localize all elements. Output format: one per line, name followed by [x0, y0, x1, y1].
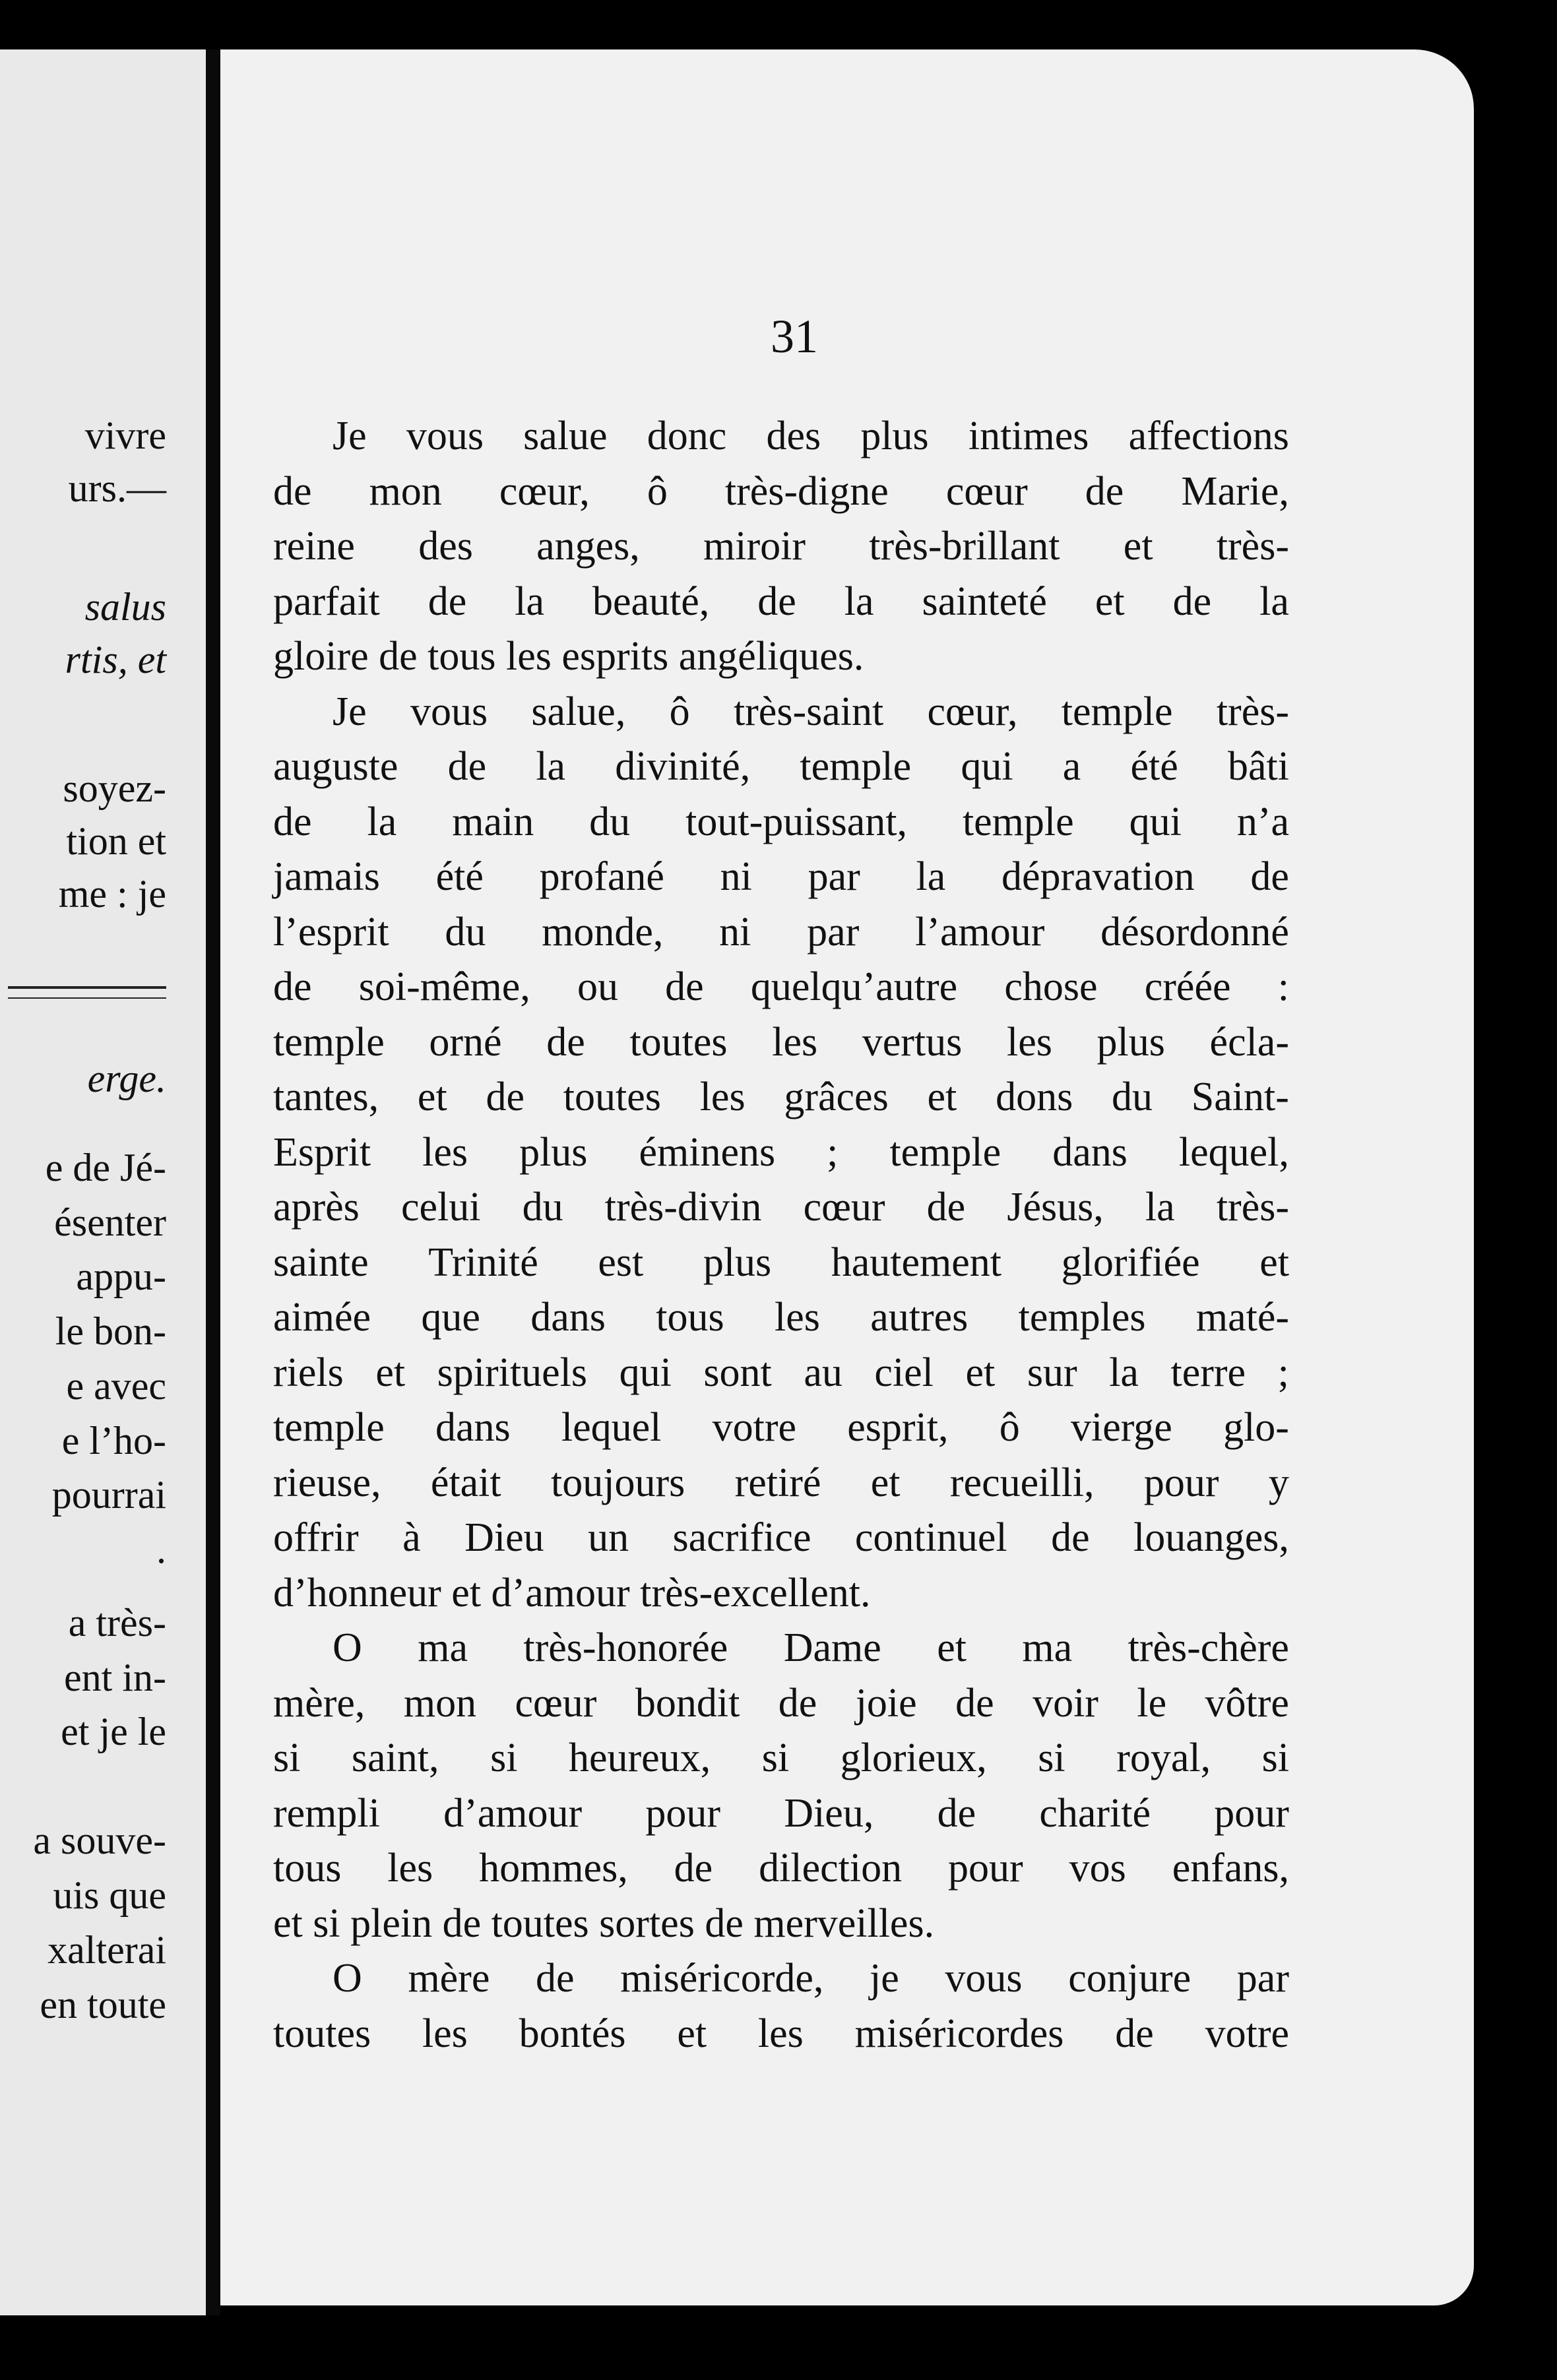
word: la [367, 799, 397, 844]
word: pour [1214, 1790, 1289, 1836]
word: O [333, 1956, 362, 2001]
word: divinité, [615, 744, 751, 789]
word: et [965, 1350, 996, 1395]
text-line [273, 1676, 1289, 1732]
word: chose [1004, 964, 1098, 1009]
text-line [273, 1400, 1289, 1456]
word: : [1277, 964, 1289, 1009]
word: temple [273, 1405, 385, 1450]
word: était [430, 1460, 501, 1505]
word: ou [577, 964, 618, 1009]
word: la [536, 744, 566, 789]
word: et [1259, 1239, 1289, 1285]
word: très-brillant [869, 524, 1060, 569]
word: la [1259, 579, 1289, 624]
word: la [1109, 1350, 1139, 1395]
text-line [273, 575, 1289, 630]
text-line [273, 960, 1289, 1015]
word: intimes [968, 414, 1089, 458]
fragment-line: vivre [84, 414, 166, 457]
word: temple [800, 744, 912, 789]
fragment-line: e avec [66, 1364, 166, 1408]
word: votre [712, 1405, 797, 1450]
word: les [1006, 1019, 1052, 1065]
word: anges, [536, 524, 640, 569]
word: soi-même, [358, 964, 530, 1009]
fragment-line: pourrai [51, 1473, 166, 1517]
word: Jésus, [1007, 1185, 1104, 1230]
text-line [273, 464, 1289, 520]
word: Dieu, [784, 1790, 874, 1836]
fragment-line: le bon- [55, 1309, 166, 1353]
word: sainteté [922, 579, 1047, 624]
word: monde, [542, 909, 664, 955]
text-line [273, 519, 1289, 575]
word: miséricordes [854, 2011, 1064, 2056]
word: et [937, 1625, 967, 1670]
word: temple [273, 1019, 385, 1065]
text-line [273, 2007, 1289, 2062]
fragment-line: salus [84, 585, 166, 629]
page-number: 31 [771, 310, 818, 363]
word: très-divin [604, 1185, 762, 1230]
fragment-line: a souve- [33, 1819, 166, 1862]
text-line [273, 1290, 1289, 1346]
word: si [1261, 1736, 1289, 1780]
word: et [1095, 579, 1125, 624]
word: si [490, 1736, 518, 1780]
fragment-line: tion et [66, 819, 166, 863]
text-line [273, 1731, 1289, 1786]
fragment-line: et je le [61, 1710, 166, 1753]
word: de [1051, 1515, 1090, 1560]
word: vous [406, 414, 484, 458]
word: si [761, 1736, 790, 1780]
word: dilection [759, 1846, 903, 1891]
word: pour [645, 1790, 721, 1836]
word: miroir [703, 524, 806, 569]
word: salue, [531, 689, 626, 734]
word: glorifiée [1061, 1239, 1200, 1285]
word: qui [961, 744, 1013, 789]
word: temple [1061, 689, 1173, 734]
word: main [452, 799, 534, 844]
word: les [387, 1846, 433, 1891]
word: les [775, 1295, 820, 1340]
word: très-saint [733, 689, 884, 734]
word: miséricorde, [620, 1956, 824, 2001]
fragment-line: me : je [58, 872, 166, 916]
word: sainte [273, 1239, 369, 1285]
fragment-line: ésenter [54, 1201, 166, 1244]
word: ; [1277, 1350, 1289, 1395]
body-text [273, 409, 1289, 2061]
fragment-line: uis que [53, 1873, 166, 1917]
word: voir [1033, 1680, 1098, 1726]
fragment-line: en toute [40, 1983, 166, 2026]
word: ni [719, 909, 751, 955]
word: toutes [563, 1075, 661, 1119]
rule-divider [8, 986, 166, 989]
word: offrir [273, 1515, 359, 1560]
text-line [273, 685, 1289, 740]
word: continuel [854, 1515, 1007, 1560]
text-line [273, 850, 1289, 905]
word: d’amour [443, 1790, 583, 1836]
word: de [778, 1680, 817, 1726]
word: royal, [1116, 1736, 1211, 1780]
word: Esprit [273, 1129, 371, 1175]
fragment-line: soyez- [63, 767, 166, 810]
word: hautement [831, 1239, 1002, 1285]
word: Saint- [1191, 1075, 1289, 1119]
word: les [422, 2011, 468, 2056]
text-line [273, 1621, 1289, 1676]
word: grâces [784, 1075, 889, 1119]
word: éminens [639, 1129, 776, 1175]
word: plus [519, 1129, 588, 1175]
word: très-digne [724, 468, 889, 514]
word: à [402, 1515, 421, 1560]
word: votre [1205, 2011, 1289, 2056]
word: mère [408, 1956, 490, 2001]
word: charité [1039, 1790, 1151, 1836]
word: le [1137, 1680, 1167, 1726]
word: très-chère [1128, 1625, 1289, 1670]
word: l’esprit [273, 909, 389, 955]
fragment-line: a très- [68, 1601, 166, 1644]
word: la [916, 854, 946, 899]
word: la [844, 579, 874, 624]
word: quelqu’autre [750, 964, 958, 1009]
text-line [273, 1841, 1289, 1896]
word: parfait [273, 579, 380, 624]
word: O [333, 1625, 362, 1670]
word: un [588, 1515, 629, 1560]
word: de [428, 579, 467, 624]
word: ni [720, 854, 752, 899]
word: bontés [519, 2011, 626, 2056]
word: jamais [273, 854, 380, 899]
word: de [937, 1790, 976, 1836]
word: de [447, 744, 487, 789]
word: ô [647, 468, 668, 514]
word: de [674, 1846, 713, 1891]
word: dans [1052, 1129, 1128, 1175]
word: rempli [273, 1790, 380, 1836]
fragment-line: e de Jé- [45, 1146, 166, 1189]
word: vous [410, 689, 488, 734]
fragment-line: rtis, et [65, 638, 166, 681]
word: vous [945, 1956, 1023, 2001]
word: et [417, 1075, 447, 1119]
word: glo- [1223, 1405, 1289, 1450]
word: temple [889, 1129, 1001, 1175]
word: la [515, 579, 545, 624]
word: très- [1216, 524, 1289, 569]
word: lequel, [1178, 1129, 1289, 1175]
word: et [375, 1350, 406, 1395]
word: et [1123, 524, 1153, 569]
word: ô [669, 689, 690, 734]
word: au [804, 1350, 842, 1395]
word: tous [273, 1846, 342, 1891]
word: reine [273, 524, 355, 569]
word: sur [1027, 1350, 1077, 1395]
word: dans [435, 1405, 511, 1450]
word: enfans, [1172, 1846, 1289, 1891]
text-line [273, 1951, 1289, 2007]
word: tous [656, 1295, 724, 1340]
word: glorieux, [840, 1736, 987, 1780]
word: rieuse, [273, 1460, 381, 1505]
word: dons [996, 1075, 1073, 1119]
word: ciel [874, 1350, 934, 1395]
word: Trinité [428, 1239, 538, 1285]
word: de [273, 964, 312, 1009]
word: du [589, 799, 631, 844]
word: de [926, 1185, 966, 1230]
previous-page-fragment [0, 49, 206, 2315]
word: bondit [635, 1680, 740, 1726]
text-line: et si plein de toutes sortes de merveilles. [273, 1900, 935, 1946]
word: et [870, 1460, 901, 1505]
word: été [1130, 744, 1178, 789]
word: de [273, 468, 312, 514]
word: heureux, [568, 1736, 711, 1780]
word: mon [369, 468, 442, 514]
word: a [1062, 744, 1081, 789]
word: je [870, 1956, 899, 2001]
word: cœur, [499, 468, 590, 514]
word: pour [1143, 1460, 1219, 1505]
word: par [1236, 1956, 1289, 2001]
word: mère, [273, 1680, 365, 1726]
word: de [486, 1075, 524, 1119]
word: du [445, 909, 486, 955]
word: saint, [351, 1736, 439, 1780]
word: recueilli, [949, 1460, 1095, 1505]
word: salue [523, 414, 608, 458]
word: de [757, 579, 796, 624]
word: sont [703, 1350, 772, 1395]
text-line [273, 409, 1289, 464]
text-line [273, 905, 1289, 960]
word: les [757, 2011, 804, 2056]
word: conjure [1068, 1956, 1192, 2001]
word: auguste [273, 744, 398, 789]
word: Dieu [464, 1515, 544, 1560]
word: plus [1096, 1019, 1165, 1065]
word: mon [403, 1680, 477, 1726]
word: autres [870, 1295, 969, 1340]
rule-divider [8, 997, 166, 999]
word: vos [1069, 1846, 1126, 1891]
word: dans [530, 1295, 606, 1340]
text-line [273, 1456, 1289, 1511]
text-line [273, 1125, 1289, 1181]
word: beauté, [592, 579, 710, 624]
word: y [1268, 1460, 1289, 1505]
word: est [598, 1239, 644, 1285]
word: très- [1216, 689, 1289, 734]
word: hommes, [479, 1846, 628, 1891]
word: la [1145, 1185, 1175, 1230]
word: donc [647, 414, 727, 458]
word: Je [333, 689, 367, 734]
word: maté- [1195, 1295, 1289, 1340]
word: créée [1144, 964, 1231, 1009]
fragment-line: ent in- [64, 1656, 166, 1699]
word: l’amour [915, 909, 1045, 955]
fragment-line: xalterai [48, 1928, 166, 1972]
word: si [1038, 1736, 1065, 1780]
word: les [772, 1019, 818, 1065]
word: orné [429, 1019, 502, 1065]
word: ma [418, 1625, 468, 1670]
text-line: d’honneur et d’amour très-excellent. [273, 1570, 871, 1615]
word: celui [400, 1185, 481, 1230]
word: affections [1128, 414, 1289, 458]
word: de [546, 1019, 585, 1065]
word: qui [1129, 799, 1182, 844]
word: louanges, [1133, 1515, 1289, 1560]
text-line [273, 1236, 1289, 1291]
word: désordonné [1100, 909, 1289, 955]
word: qui [619, 1350, 672, 1395]
word: très-honorée [523, 1625, 728, 1670]
word: toujours [551, 1460, 685, 1505]
text-line [273, 1070, 1289, 1125]
fragment-line: . [156, 1528, 166, 1571]
word: cœur, [927, 689, 1018, 734]
word: sacrifice [672, 1515, 811, 1560]
word: aimée [273, 1295, 371, 1340]
word: les [422, 1129, 468, 1175]
word: de [665, 964, 704, 1009]
word: spirituels [437, 1350, 587, 1395]
word: temples [1018, 1295, 1146, 1340]
word: après [273, 1185, 360, 1230]
word: Marie, [1181, 468, 1289, 514]
word: Dame [783, 1625, 881, 1670]
text-line [273, 739, 1289, 795]
word: vierge [1071, 1405, 1172, 1450]
word: très- [1216, 1185, 1289, 1230]
text-line [273, 1346, 1289, 1401]
word: que [421, 1295, 480, 1340]
word: cœur [803, 1185, 885, 1230]
word: de [1250, 854, 1289, 899]
word: par [808, 854, 860, 899]
word: vôtre [1205, 1680, 1289, 1726]
word: plus [860, 414, 929, 458]
fragment-line: e l’ho- [61, 1419, 166, 1462]
word: par [807, 909, 860, 955]
word: de [1085, 468, 1124, 514]
word: profané [539, 854, 664, 899]
word: cœur [515, 1680, 597, 1726]
text-line [273, 795, 1289, 850]
word: lequel [561, 1405, 662, 1450]
word: du [522, 1185, 563, 1230]
word: de [1115, 2011, 1154, 2056]
text-line [273, 1180, 1289, 1236]
word: et [677, 2011, 707, 2056]
word: de [536, 1956, 575, 2001]
word: cœur [945, 468, 1028, 514]
word: terre [1170, 1350, 1246, 1395]
word: n’a [1236, 799, 1289, 844]
word: si [273, 1736, 301, 1780]
fragment-line: appu- [76, 1255, 166, 1298]
word: dépravation [1001, 854, 1195, 899]
word: retiré [734, 1460, 821, 1505]
word: vertus [862, 1019, 963, 1065]
word: toutes [273, 2011, 371, 2056]
fragment-line: urs.— [68, 466, 166, 510]
word: bâti [1227, 744, 1289, 789]
word: ma [1022, 1625, 1073, 1670]
word: des [766, 414, 821, 458]
word: ô [999, 1405, 1020, 1450]
word: tout-puissant, [685, 799, 907, 844]
word: joie [855, 1680, 917, 1726]
word: pour [948, 1846, 1023, 1891]
page-31 [220, 49, 1474, 2305]
word: Je [333, 414, 367, 458]
word: des [418, 524, 473, 569]
word: esprit, [847, 1405, 949, 1450]
word: tantes, [273, 1075, 379, 1119]
page-gutter [206, 49, 220, 2315]
text-line [273, 1786, 1289, 1842]
word: ; [827, 1129, 839, 1175]
word: plus [703, 1239, 772, 1285]
word: écla- [1209, 1019, 1289, 1065]
word: du [1112, 1075, 1153, 1119]
word: de [1172, 579, 1212, 624]
text-line [273, 1015, 1289, 1071]
word: été [435, 854, 484, 899]
word: temple [962, 799, 1074, 844]
word: toutes [629, 1019, 728, 1065]
word: de [273, 799, 312, 844]
word: les [699, 1075, 746, 1119]
word: de [955, 1680, 994, 1726]
text-line: gloire de tous les esprits angéliques. [273, 634, 864, 679]
word: et [927, 1075, 957, 1119]
text-line [273, 1511, 1289, 1566]
word: riels [273, 1350, 344, 1395]
fragment-line: erge. [87, 1057, 166, 1100]
